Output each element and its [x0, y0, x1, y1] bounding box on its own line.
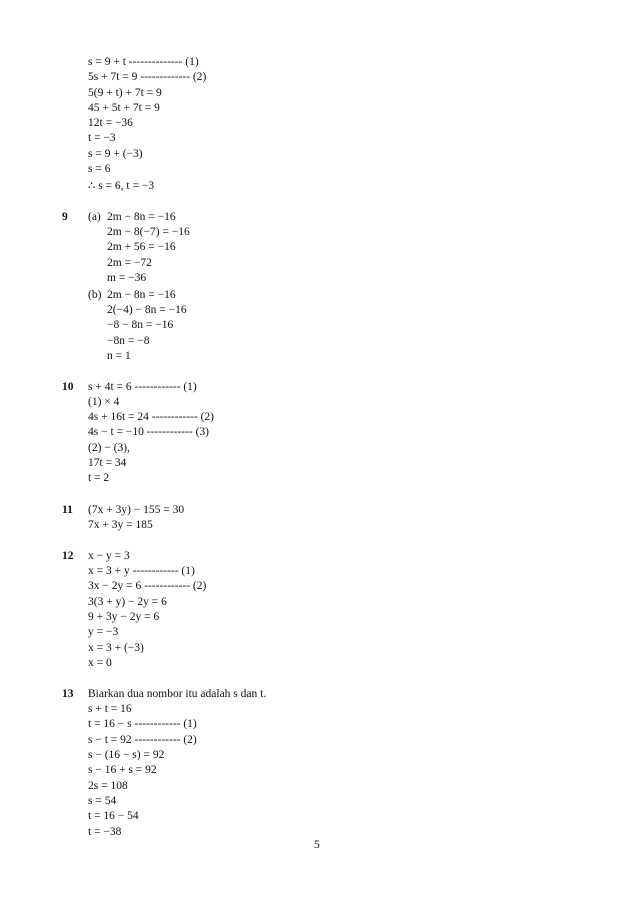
intro-line: 5s + 7t = 9 ------------- (2)	[88, 71, 207, 83]
intro-line: s = 9 + (−3)	[88, 148, 143, 160]
q13-line: s − 16 + s = 92	[88, 764, 157, 776]
q13-line: t = −38	[88, 826, 122, 838]
q11-line: (7x + 3y) − 155 = 30	[88, 504, 185, 516]
q12-line: x = 0	[88, 657, 112, 669]
q13-line: Biarkan dua nombor itu adalah s dan t.	[88, 688, 267, 700]
question-number: 10	[62, 381, 74, 393]
q13-line: s + t = 16	[88, 703, 132, 715]
q12-line: x = 3 + y ------------ (1)	[88, 565, 195, 577]
q9a-line: 2m = −72	[107, 257, 152, 269]
intro-line: t = −3	[88, 132, 116, 144]
q12-line: x − y = 3	[88, 550, 130, 562]
q10-line: (2) − (3),	[88, 442, 130, 454]
q9a-line: 2m − 8n = −16	[107, 211, 176, 223]
q10-line: t = 2	[88, 472, 110, 484]
q9b-line: n = 1	[107, 350, 131, 362]
q10-line: 17t = 34	[88, 457, 127, 469]
part-label: (a)	[88, 211, 101, 223]
q13-line: t = 16 − s ------------ (1)	[88, 718, 197, 730]
intro-line: s = 6	[88, 163, 111, 175]
q12-line: y = −3	[88, 626, 119, 638]
page-number: 5	[314, 839, 320, 851]
q9b-line: 2m − 8n = −16	[107, 289, 176, 301]
q12-line: 9 + 3y − 2y = 6	[88, 611, 160, 623]
q9b-line: −8 − 8n = −16	[107, 319, 174, 331]
q10-line: s + 4t = 6 ------------ (1)	[88, 381, 197, 393]
intro-line: 12t = −36	[88, 117, 133, 129]
q13-line: 2s = 108	[88, 780, 128, 792]
q9a-line: 2m + 56 = −16	[107, 241, 176, 253]
question-number: 13	[62, 688, 74, 700]
q12-line: x = 3 + (−3)	[88, 642, 144, 654]
q9b-line: 2(−4) − 8n = −16	[107, 304, 187, 316]
q9b-line: −8n = −8	[107, 335, 150, 347]
q13-line: s = 54	[88, 795, 117, 807]
intro-line: 5(9 + t) + 7t = 9	[88, 87, 162, 99]
question-number: 11	[62, 504, 73, 516]
q12-line: 3x − 2y = 6 ------------ (2)	[88, 580, 207, 592]
intro-line: 45 + 5t + 7t = 9	[88, 102, 160, 114]
intro-line: s = 9 + t -------------- (1)	[88, 56, 199, 68]
q10-line: 4s − t = −10 ------------ (3)	[88, 426, 209, 438]
question-number: 12	[62, 550, 74, 562]
q13-line: t = 16 − 54	[88, 810, 139, 822]
q10-line: (1) × 4	[88, 396, 120, 408]
intro-conclusion: ∴ s = 6, t = −3	[88, 180, 155, 192]
q9a-line: m = −36	[107, 272, 147, 284]
q13-line: s − (16 − s) = 92	[88, 749, 165, 761]
q12-line: 3(3 + y) − 2y = 6	[88, 596, 167, 608]
q11-line: 7x + 3y = 185	[88, 519, 153, 531]
q10-line: 4s + 16t = 24 ------------ (2)	[88, 411, 215, 423]
question-number: 9	[62, 211, 68, 223]
part-label: (b)	[88, 289, 102, 301]
q13-line: s − t = 92 ------------ (2)	[88, 734, 197, 746]
q9a-line: 2m − 8(−7) = −16	[107, 226, 190, 238]
